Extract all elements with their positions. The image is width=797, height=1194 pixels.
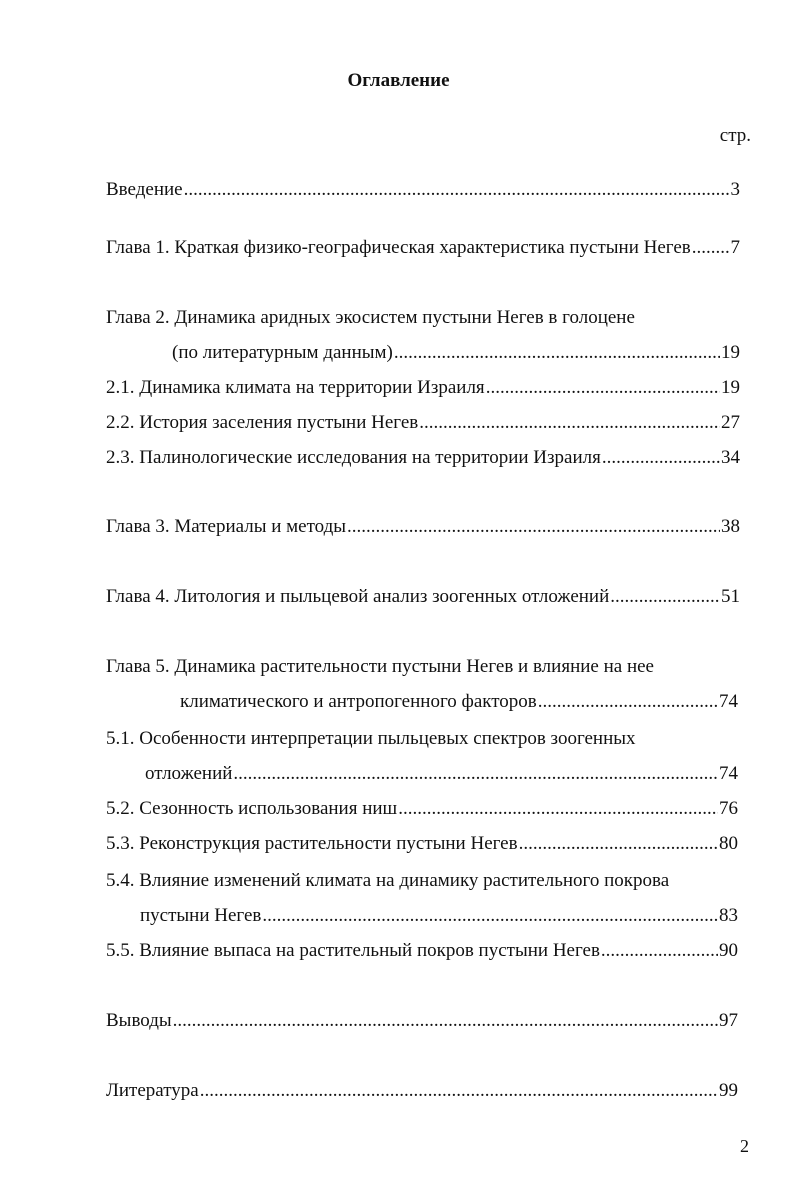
toc-entry-section-2-1: 2.1. Динамика климата на территории Израиля ..... 19 bbox=[106, 376, 740, 400]
toc-entry-chapter-2: (по литературным данным) ..... 19 bbox=[172, 341, 740, 365]
toc-entry-section-2-2: 2.2. История заселения пустыни Негев ..... 27 bbox=[106, 411, 740, 435]
toc-entry-intro: Введение ..... 3 bbox=[106, 178, 740, 202]
toc-entry-chapter-1: Глава 1. Краткая физико-географическая характеристика пустыни Негев ..... 7 bbox=[106, 236, 740, 260]
toc-entry-conclusions: Выводы ..... 97 bbox=[106, 1009, 738, 1033]
toc-entry-chapter-2-line1: Глава 2. Динамика аридных экосистем пустыни Негев в голоцене bbox=[106, 307, 635, 328]
toc-entry-literature: Литература ..... 99 bbox=[106, 1079, 738, 1103]
toc-entry-chapter-5: климатического и антропогенного факторов ..... 74 bbox=[180, 690, 738, 714]
page-number: 2 bbox=[740, 1136, 749, 1156]
toc-entry-section-5-1: отложений ..... 74 bbox=[145, 762, 738, 786]
page-column-label: стр. bbox=[719, 125, 751, 146]
toc-entry-chapter-3: Глава 3. Материалы и методы ..... 38 bbox=[106, 515, 740, 539]
toc-entry-chapter-4: Глава 4. Литология и пыльцевой анализ зоогенных отложений ..... 51 bbox=[106, 585, 740, 609]
toc-entry-section-5-2: 5.2. Сезонность использования ниш ..... 76 bbox=[106, 797, 738, 821]
toc-entry-section-5-1-line1: 5.1. Особенности интерпретации пыльцевых спектров зоогенных bbox=[106, 728, 636, 749]
toc-entry-section-5-4: пустыни Негев ..... 83 bbox=[140, 904, 738, 928]
toc-entry-section-5-3: 5.3. Реконструкция растительности пустыни Негев ..... 80 bbox=[106, 832, 738, 856]
toc-entry-section-2-3: 2.3. Палинологические исследования на территории Израиля ..... 34 bbox=[106, 446, 740, 470]
toc-entry-chapter-5-line1: Глава 5. Динамика растительности пустыни Негев и влияние на нее bbox=[106, 656, 654, 677]
toc-entry-section-5-4-line1: 5.4. Влияние изменений климата на динамику растительного покрова bbox=[106, 870, 670, 891]
toc-title: Оглавление bbox=[347, 70, 450, 91]
toc-entry-section-5-5: 5.5. Влияние выпаса на растительный покров пустыни Негев ..... 90 bbox=[106, 939, 738, 963]
